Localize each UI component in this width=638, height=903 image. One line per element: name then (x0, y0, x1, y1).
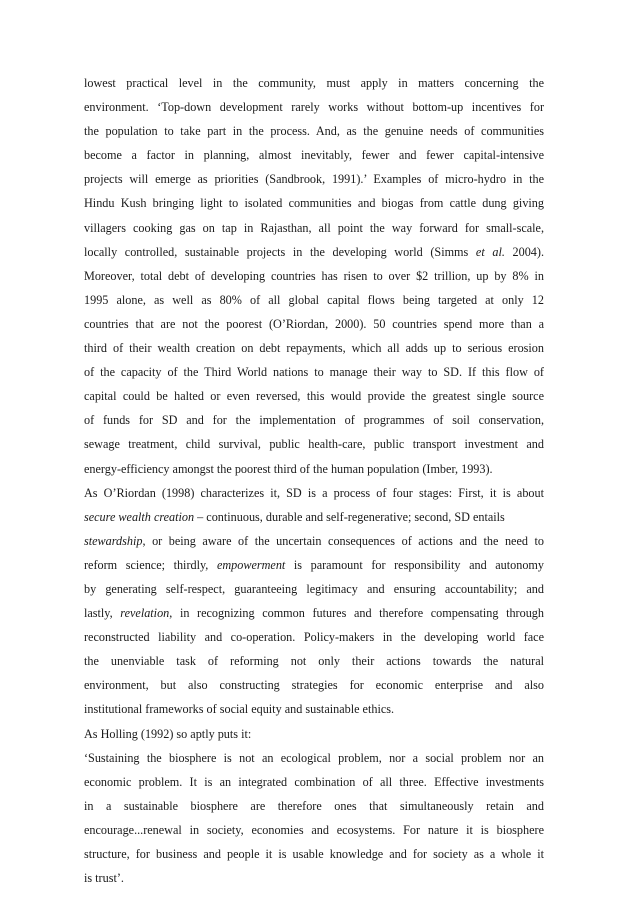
line-text: sewage treatment, child survival, public health-care, public transport investment and (84, 437, 544, 452)
line-text: 1995 alone, as well as 80% of all global capital flows being targeted at only 12 (84, 292, 544, 307)
line-italic-text: secure wealth creation (84, 509, 195, 524)
line-text: villagers cooking gas on tap in Rajasthan, all point the way forward for small-scale, (84, 220, 544, 235)
text-line (84, 677, 544, 701)
line-text: energy-efficiency amongst the poorest third of the human population (Imber, 1993). (84, 461, 493, 476)
line-text: As Holling (1992) so aptly puts it: (84, 726, 252, 741)
text-line (84, 653, 544, 677)
line-text: become a factor in planning, almost inevitably, fewer and fewer capital-intensive (84, 148, 544, 163)
text-line (84, 340, 544, 364)
text-line (84, 533, 544, 557)
line-italic-text: empowerment (216, 557, 286, 572)
line-text: reform science; thirdly, (84, 557, 217, 572)
line-text-after: 2004). (504, 244, 544, 259)
line-text: As O’Riordan (1998) characterizes it, SD is a process of four stages: First, it is about (84, 485, 544, 500)
line-text: ‘Sustaining the biosphere is not an ecological problem, nor a social problem nor an (84, 750, 544, 765)
line-text-after: , or being aware of the uncertain consequences of actions and the need to (142, 533, 544, 548)
line-text: third of their wealth creation on debt repayments, which all adds up to serious erosion (84, 341, 544, 356)
text-line (84, 364, 544, 388)
line-text-after: – continuous, durable and self-regenerative; second, SD entails (194, 509, 505, 524)
line-text: locally controlled, sustainable projects in the developing world (Simms (84, 244, 476, 259)
text-line (84, 774, 544, 798)
text-line (84, 846, 544, 870)
line-text: reconstructed liability and co-operation. Policy-makers in the developing world face (84, 630, 544, 645)
text-line (84, 316, 544, 340)
text-line (84, 822, 544, 846)
text-line (84, 244, 544, 268)
line-text: economic problem. It is an integrated combination of all three. Effective investments (84, 774, 544, 789)
line-text: the unenviable task of reforming not only their actions towards the natural (84, 654, 544, 669)
line-text: countries that are not the poorest (O’Riordan, 2000). 50 countries spend more than a (84, 316, 544, 331)
line-text-after: is paramount for responsibility and autonomy (285, 557, 544, 572)
text-line (84, 629, 544, 653)
line-text: lowest practical level in the community, must apply in matters concerning the (84, 76, 544, 90)
line-text: of funds for SD and for the implementation of programmes of soil conservation, (84, 413, 544, 428)
line-text: environment, but also constructing strategies for economic enterprise and also (84, 678, 544, 693)
text-line (84, 75, 544, 99)
text-line (84, 485, 544, 509)
line-text: Hindu Kush bringing light to isolated communities and biogas from cattle dung giving (84, 196, 544, 211)
line-text: by generating self-respect, guaranteeing legitimacy and ensuring accountability; and (84, 581, 544, 596)
text-line (84, 870, 544, 894)
text-line (84, 436, 544, 460)
text-line (84, 701, 544, 725)
text-line (84, 388, 544, 412)
line-italic-text: revelation (120, 606, 170, 621)
text-line (84, 412, 544, 436)
line-text: institutional frameworks of social equity and sustainable ethics. (84, 702, 395, 717)
text-line (84, 292, 544, 316)
line-text: capital could be halted or even reversed, this would provide the greatest single source (84, 389, 544, 404)
text-line (84, 195, 544, 219)
text-line (84, 750, 544, 774)
line-italic-text: stewardship (84, 533, 143, 548)
line-text: the population to take part in the process. And, as the genuine needs of communities (84, 124, 544, 139)
line-text: lastly, (84, 606, 121, 621)
line-text: encourage...renewal in society, economies and ecosystems. For nature it is biosphere (84, 822, 544, 837)
text-line (84, 123, 544, 147)
text-line (84, 605, 544, 629)
text-line (84, 268, 544, 292)
line-text: of the capacity of the Third World nations to manage their way to SD. If this flow of (84, 365, 544, 380)
line-text: is trust’. (84, 871, 124, 886)
line-text: structure, for business and people it is usable knowledge and for society as a whole it (84, 847, 544, 861)
text-line (84, 171, 544, 195)
line-text: projects will emerge as priorities (Sandbrook, 1991).’ Examples of micro-hydro in the (84, 172, 544, 187)
line-text: in a sustainable biosphere are therefore ones that simultaneously retain and (84, 798, 544, 813)
text-line (84, 726, 544, 750)
text-line (84, 147, 544, 171)
line-text: Moreover, total debt of developing countries has risen to over $2 trillion, up by 8% in (84, 268, 544, 283)
text-line (84, 581, 544, 605)
text-line (84, 220, 544, 244)
document-page (84, 75, 544, 894)
text-line (84, 509, 544, 533)
text-line (84, 461, 544, 485)
text-line (84, 99, 544, 123)
line-text-after: , in recognizing common futures and therefore compensating through (169, 606, 544, 621)
line-italic-text: et al. (475, 244, 505, 259)
text-line (84, 798, 544, 822)
line-text: environment. ‘Top-down development rarely works without bottom-up incentives for (84, 100, 544, 115)
text-line (84, 557, 544, 581)
